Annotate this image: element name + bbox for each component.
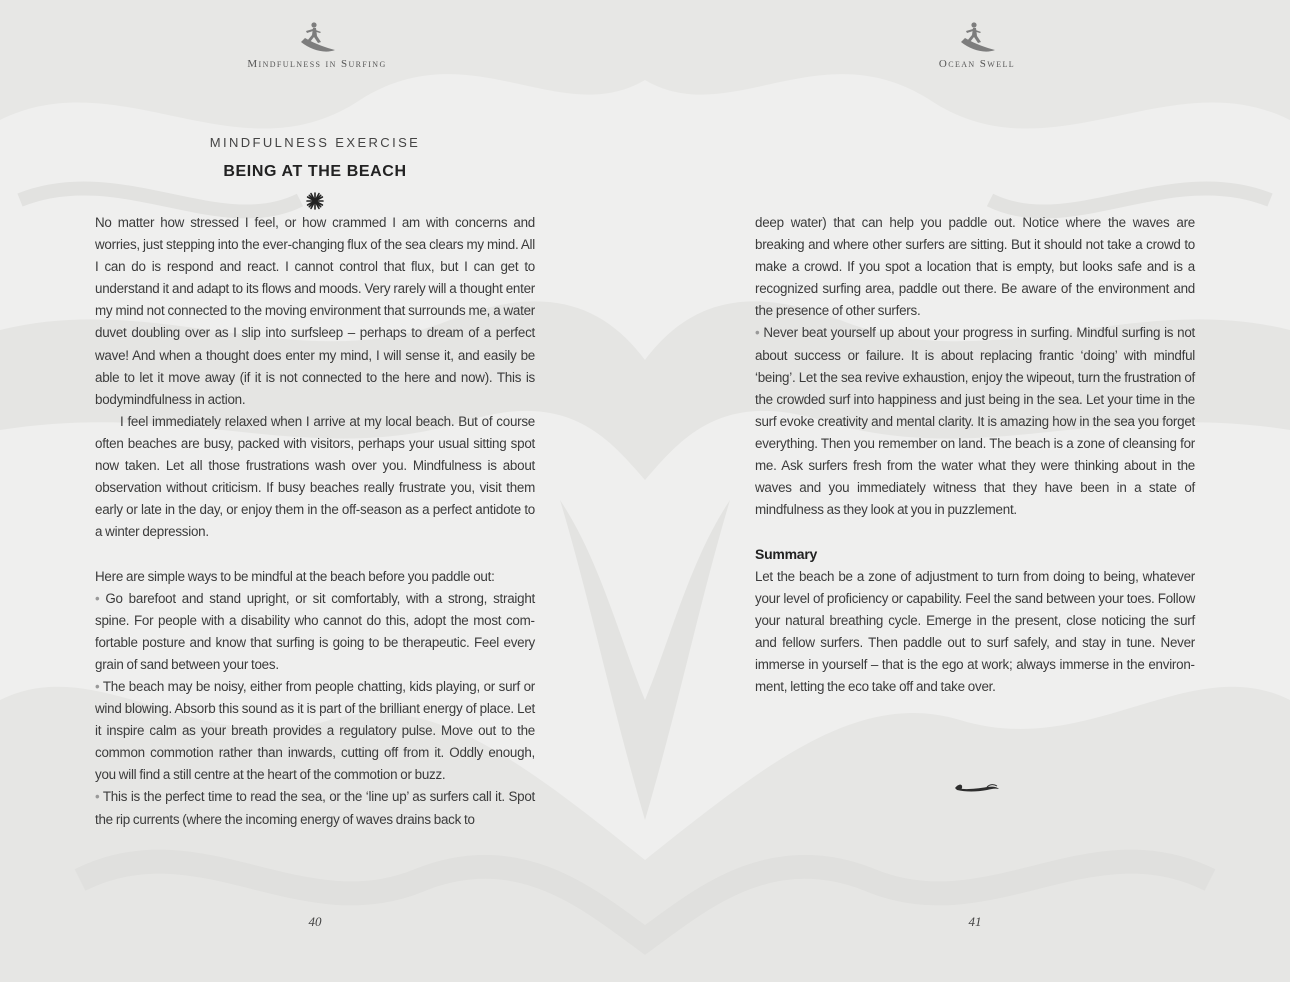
summary-heading: Summary	[755, 546, 818, 563]
surfer-logo-icon	[297, 20, 337, 56]
sunburst-ornament-icon	[306, 192, 324, 210]
bullet-icon: •	[95, 789, 100, 805]
running-head-title: Ocean Swell	[938, 58, 1016, 70]
bullet-item	[755, 322, 1195, 521]
summary-paragraph: Let the beach be a zone of adjustment to turn from doing to being, whatever your level of proficiency or capability. Feel the sand between your toes. Follow your natural breathing cycle. Emerge in the present, close noticing the surf and fellow surfers. Then paddle out to surf safely, and stay in tune. Never immerse in yourself – that is the ego at work; always immerse in the environment, letting the eco take off and take over.	[755, 568, 1195, 694]
surfer-logo-icon	[957, 20, 997, 56]
paragraph: Here are simple ways to be mindful at the beach before you paddle out:	[95, 568, 495, 584]
section-kicker: MINDFULNESS EXERCISE	[209, 135, 421, 150]
bullet-item	[95, 676, 535, 786]
paragraph: I feel immediately relaxed when I arrive at my local beach. But of course often beaches are busy, packed with visitors, perhaps your usual sitting spot now taken. Let all those frustrations wash over you. Mindfulness is about observation without criticism. If busy beaches really frustrate you, visit them early or late in the day, or enjoy them in the off-season as a perfect antidote to a winter depression.	[95, 413, 535, 540]
bullet-icon: •	[95, 590, 100, 606]
bullet-text: This is the perfect time to read the sea, or the ‘line up’ as surfers call it. Spot the rip currents (where the incoming energy of waves drains back to	[95, 789, 535, 827]
body-text	[95, 212, 535, 831]
paragraph: No matter how stressed I feel, or how crammed I am with concerns and worries, just stepping into the ever-changing flux of the sea clears my mind. All I can do is respond and react. I cannot control that flux, but I can get to understand it and adapt to its flows and moods. Very rarely will a thought enter my mind not connected to the moving environment that surrounds me, a water duvet doubling over as I slip into surfsleep – perhaps to dream of a perfect wave! And when a thought does enter my mind, I will sense it, and easily be able to let it move away (if it is not connected to the here and now). This is bodymindfulness in action.	[95, 215, 535, 407]
running-head	[167, 20, 467, 70]
running-head	[827, 20, 1127, 70]
page-number: 40	[308, 914, 322, 929]
bullet-item	[95, 588, 535, 676]
bullet-icon: •	[95, 678, 100, 694]
running-head-title: Mindfulness in Surfing	[247, 58, 387, 70]
bullet-text: Never beat yourself up about your progress in surfing. Mindful surfing is not about success or failure. It is about replacing frantic ‘doing’ with mindful ‘being’. Let the sea revive exhaustion, enjoy the wipeout, turn the frustration of the crowded surf into happiness and just being in the sea. Let your time in the surf evoke creativity and mental clarity. It is amazing how in the sea you forget everything. Then you remember on land. The beach is a zone of cleansing for me. Ask surfers fresh from the water what they were thinking about in the waves and you immediately witness that they have been in a state of mindfulness as they look at you in puzzlement.	[755, 325, 1195, 518]
bullet-text: The beach may be noisy, either from people chatting, kids playing, or surf or wind blowing. Absorb this sound as it is part of the brilliant energy of place. Let it inspire calm as your breath provides a regulatory pulse. Move out to the common commotion rather than inwards, cutting off from it. Oddly enough, you will find a still centre at the heart of the commotion or buzz.	[95, 678, 535, 783]
wave-swash-icon	[953, 780, 1001, 794]
bullet-icon: •	[755, 325, 760, 341]
section-heading: BEING AT THE BEACH	[223, 163, 407, 180]
bullet-item	[95, 786, 535, 830]
page-number: 41	[968, 914, 982, 929]
paragraph: deep water) that can help you paddle out. Notice where the waves are breaking and where other surfers are sitting. But it should not take a crowd to make a crowd. If you spot a location that is empty, but looks safe and is a recognized surfing area, paddle out there. Be aware of the environment and the presence of other surfers.	[755, 215, 1195, 319]
right-page	[645, 0, 1290, 982]
bullet-text: Go barefoot and stand upright, or sit comfortably, with a strong, straight spine. For people with a disability who cannot do this, adopt the most comfortable posture and know that surfing is going to be therapeutic. Feel every grain of sand between your toes.	[95, 590, 535, 672]
body-text	[755, 212, 1195, 698]
